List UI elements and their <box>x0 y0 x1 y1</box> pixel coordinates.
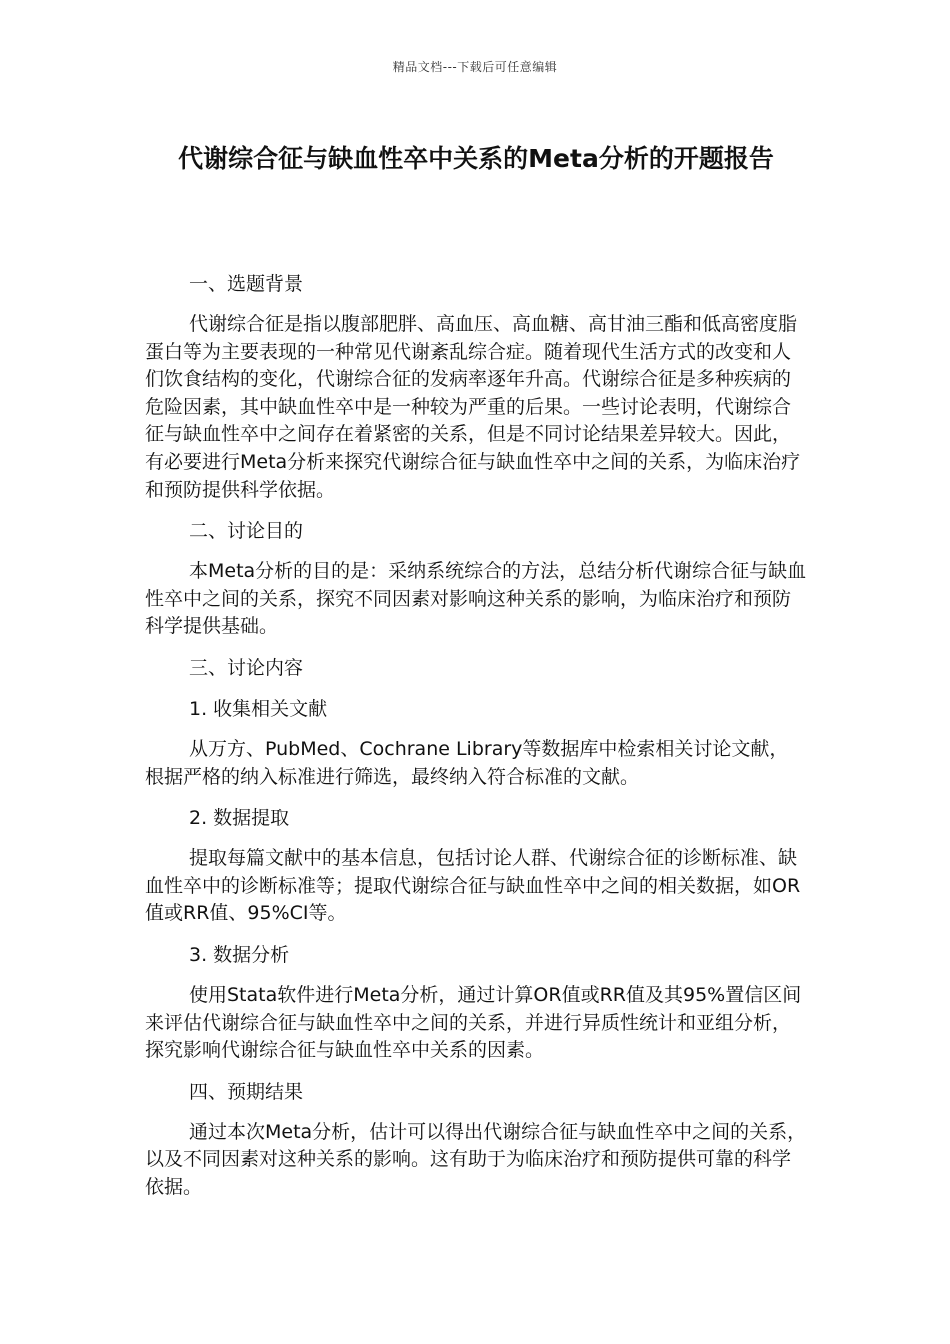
paragraph-literature: 从万方、PubMed、Cochrane Library等数据库中检索相关讨论文献，根据严格的纳入标准进行筛选，最终纳入符合标准的文献。 <box>145 737 789 788</box>
document-title: 代谢综合征与缺血性卒中关系的Meta分析的开题报告 <box>178 144 774 173</box>
subsection-heading-analysis: 3. 数据分析 <box>189 943 290 966</box>
subsection-heading-literature: 1. 收集相关文献 <box>189 697 328 720</box>
document-body <box>145 270 807 1214</box>
paragraph-expected-results: 通过本次Meta分析，估计可以得出代谢综合征与缺血性卒中之间的关系，以及不同因素对这种关系的影响。这有助于为临床治疗和预防提供可靠的科学依据。 <box>145 1120 807 1198</box>
section-heading-expected-results: 四、预期结果 <box>189 1080 304 1103</box>
subsection-heading-extraction: 2. 数据提取 <box>189 807 290 830</box>
paragraph-extraction: 提取每篇文献中的基本信息，包括讨论人群、代谢综合征的诊断标准、缺血性卒中的诊断标准等；提取代谢综合征与缺血性卒中之间的相关数据，如OR值或RR值、95%CI等。 <box>145 847 801 925</box>
section-heading-content: 三、讨论内容 <box>189 656 304 679</box>
section-heading-background: 一、选题背景 <box>189 273 304 295</box>
section-heading-purpose: 二、讨论目的 <box>189 520 304 543</box>
paragraph-background: 代谢综合征是指以腹部肥胖、高血压、高血糖、高甘油三酯和低高密度脂蛋白等为主要表现的一种常见代谢紊乱综合症。随着现代生活方式的改变和人们饮食结构的变化，代谢综合征的发病率逐年升高。代谢综合征是多种疾病的危险因素，其中缺血性卒中是一种较为严重的后果。一些讨论表明，代谢综合征与缺血性卒中之间存在着紧密的关系，但是不同讨论结果差异较大。因此，有必要进行Meta分析来探究代谢综合征与缺血性卒中之间的关系，为临床治疗和预防提供科学依据。 <box>145 313 801 501</box>
header-note: 精品文档---下载后可任意编辑 <box>392 60 558 74</box>
paragraph-purpose: 本Meta分析的目的是：采纳系统综合的方法，总结分析代谢综合征与缺血性卒中之间的关系，探究不同因素对影响这种关系的影响，为临床治疗和预防科学提供基础。 <box>145 560 807 638</box>
paragraph-analysis: 使用Stata软件进行Meta分析，通过计算OR值或RR值及其95%置信区间来评估代谢综合征与缺血性卒中之间的关系，并进行异质性统计和亚组分析，探究影响代谢综合征与缺血性卒中关系的因素。 <box>145 983 802 1062</box>
